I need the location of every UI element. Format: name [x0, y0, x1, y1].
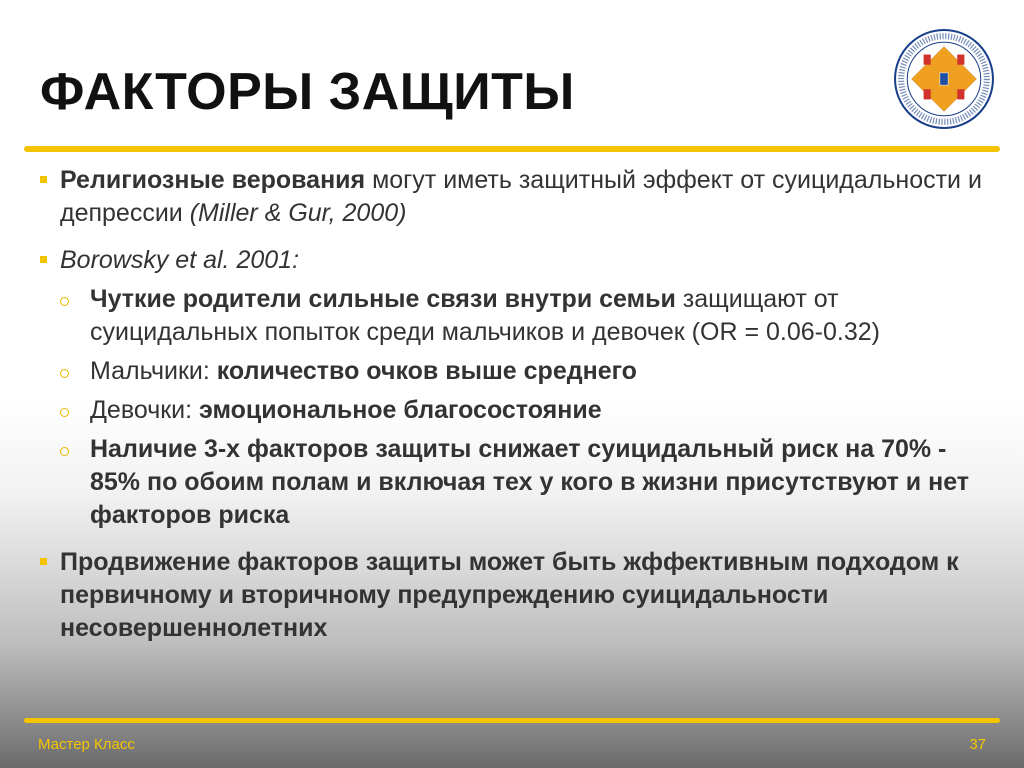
bullet-religion-citation: (Miller & Gur, 2000) [189, 199, 407, 227]
sub-bullet-boys-bold: количество очков выше среднего [216, 357, 637, 385]
square-bullet-icon [40, 256, 47, 263]
circle-bullet-icon [60, 408, 69, 417]
bullet-promotion-bold: Продвижение факторов защиты может быть жффективным подходом к первичному и вторичному предупреждению суицидальности несовершеннолетних [60, 548, 959, 642]
bullet-borowsky [36, 244, 996, 277]
circle-bullet-icon [60, 447, 69, 456]
page-number: 37 [969, 736, 986, 753]
top-divider [24, 146, 1000, 152]
sub-bullet-girls-label: Девочки: [90, 396, 200, 424]
slide-content [36, 164, 996, 659]
bullet-promotion [36, 546, 996, 645]
bullet-religion [36, 164, 996, 230]
circle-bullet-icon [60, 369, 69, 378]
footer-label: Мастер Класс [38, 736, 135, 753]
page-title: ФАКТОРЫ ЗАЩИТЫ [40, 63, 575, 121]
sub-bullet-parents-text: защищают от суицидальных попыток среди мальчиков и девочек (OR = 0.06-0.32) [90, 285, 880, 346]
sub-bullet-three-factors [36, 433, 996, 532]
circle-bullet-icon [60, 297, 69, 306]
sub-bullet-parents-bold: Чуткие родители сильные связи внутри семьи [90, 285, 676, 313]
bullet-religion-text: могут иметь защитный эффект от суицидальности и депрессии [60, 166, 982, 227]
university-seal-logo [893, 28, 995, 130]
bullet-borowsky-citation: Borowsky et al. 2001: [60, 246, 300, 274]
bullet-religion-bold: Религиозные верования [60, 166, 366, 194]
square-bullet-icon [40, 176, 47, 183]
square-bullet-icon [40, 558, 47, 565]
bottom-divider [24, 718, 1000, 723]
sub-bullet-three-factors-bold: Наличие 3-х факторов защиты снижает суицидальный риск на 70% - 85% по обоим полам и включая тех у кого в жизни присутствуют и нет факторов риска [90, 435, 970, 529]
sub-bullet-boys-label: Мальчики: [90, 357, 217, 385]
sub-bullet-boys [36, 355, 996, 388]
sub-bullet-girls [36, 394, 996, 427]
sub-bullet-parents [36, 283, 996, 349]
sub-bullet-girls-bold: эмоциональное благосостояние [199, 396, 602, 424]
